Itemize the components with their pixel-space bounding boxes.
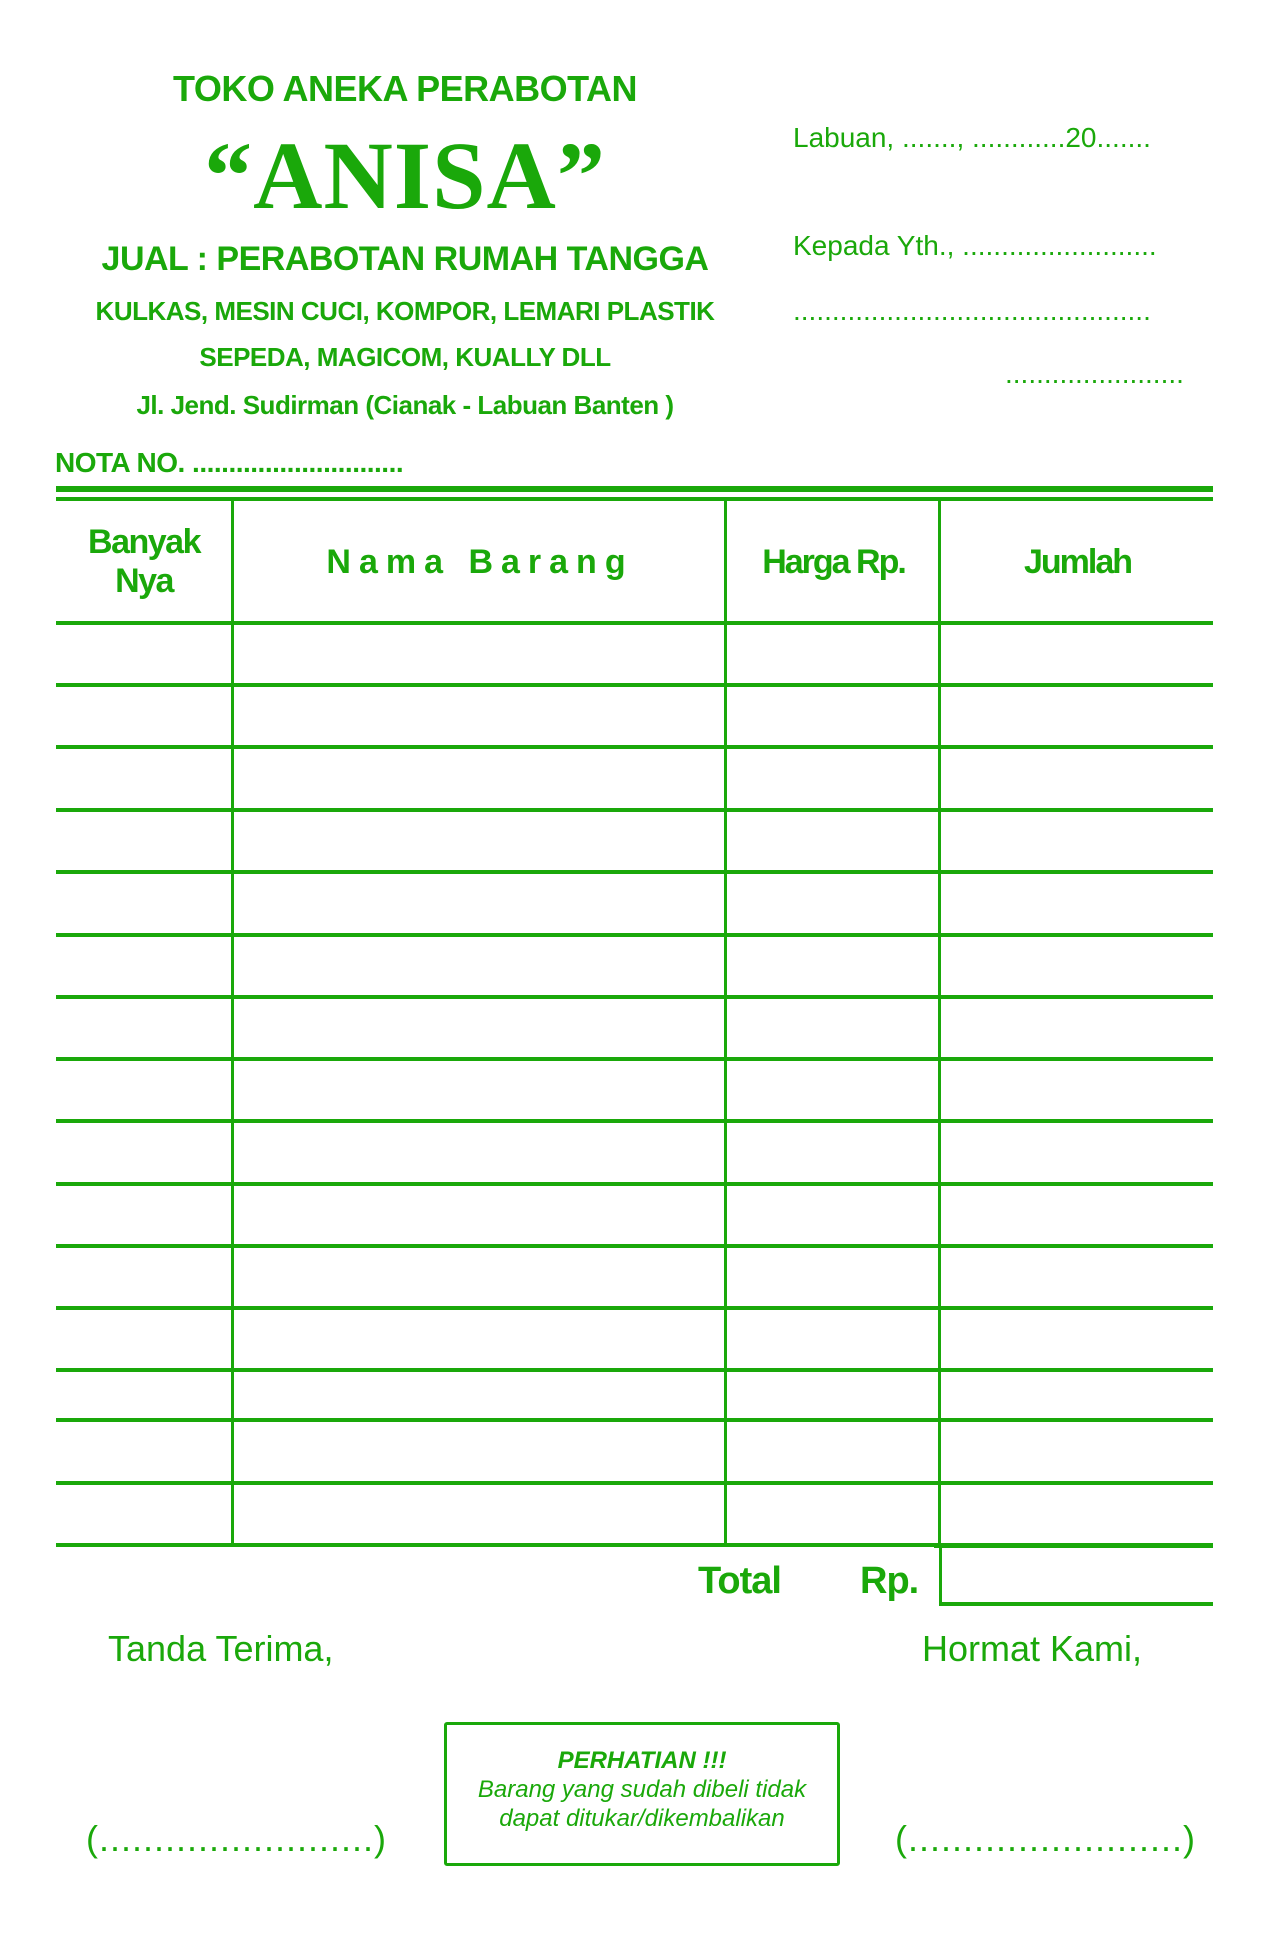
notice-text-line2: dapat ditukar/dikembalikan bbox=[499, 1804, 785, 1832]
column-divider bbox=[938, 501, 941, 1547]
column-header-item-name: Nama Barang bbox=[326, 542, 634, 581]
shop-type: TOKO ANEKA PERABOTAN bbox=[172, 68, 637, 109]
table-row[interactable] bbox=[56, 808, 1213, 812]
notice-title: PERHATIAN !!! bbox=[557, 1747, 727, 1774]
table-row[interactable] bbox=[56, 621, 1213, 625]
total-currency: Rp. bbox=[860, 1560, 919, 1602]
table-row[interactable] bbox=[56, 1182, 1213, 1186]
table-row[interactable] bbox=[56, 995, 1213, 999]
shop-items-line1: KULKAS, MESIN CUCI, KOMPOR, LEMARI PLASTIK bbox=[95, 296, 715, 326]
column-divider bbox=[231, 501, 234, 1547]
table-row[interactable] bbox=[56, 1119, 1213, 1123]
shop-items-line2: SEPEDA, MAGICOM, KUALLY DLL bbox=[199, 342, 611, 372]
receiver-signature-label: Tanda Terima, bbox=[108, 1628, 334, 1669]
column-header-amount: Jumlah bbox=[1023, 542, 1132, 581]
recipient-field[interactable]: Kepada Yth., ......................... bbox=[793, 230, 1157, 261]
column-header-quantity: Banyak Nya bbox=[88, 522, 200, 600]
table-row[interactable] bbox=[56, 1244, 1213, 1248]
notice-box bbox=[444, 1722, 840, 1866]
place-date-field[interactable]: Labuan, ......., ............20....... bbox=[793, 122, 1151, 153]
shop-sells: JUAL : PERABOTAN RUMAH TANGGA bbox=[101, 240, 709, 278]
double-rule-thick bbox=[56, 486, 1213, 492]
receiver-signature-line[interactable]: (.........................) bbox=[86, 1818, 388, 1859]
column-header-price: Harga Rp. bbox=[762, 542, 905, 581]
shop-address: Jl. Jend. Sudirman (Cianak - Labuan Banten ) bbox=[136, 390, 674, 420]
recipient-address-line2[interactable]: ....................... bbox=[1005, 358, 1184, 389]
seller-signature-label: Hormat Kami, bbox=[922, 1628, 1143, 1669]
notice-text-line1: Barang yang sudah dibeli tidak bbox=[477, 1776, 807, 1804]
table-row[interactable] bbox=[56, 1057, 1213, 1061]
recipient-address-line1[interactable]: .............................................. bbox=[793, 295, 1151, 326]
table-row[interactable] bbox=[56, 933, 1213, 937]
total-label: Total bbox=[698, 1560, 781, 1602]
table-row[interactable] bbox=[56, 1481, 1213, 1485]
table-row[interactable] bbox=[56, 745, 1213, 749]
total-amount-field[interactable] bbox=[939, 1543, 1213, 1606]
table-row[interactable] bbox=[56, 870, 1213, 874]
column-divider bbox=[724, 501, 727, 1547]
table-row[interactable] bbox=[56, 683, 1213, 687]
table-row[interactable] bbox=[56, 1418, 1213, 1422]
seller-signature-line[interactable]: (.........................) bbox=[895, 1818, 1197, 1859]
shop-name: “ANISA” bbox=[204, 122, 606, 229]
double-rule-thin bbox=[56, 497, 1213, 501]
nota-number-field[interactable]: NOTA NO. ............................. bbox=[55, 447, 404, 478]
table-row[interactable] bbox=[56, 1306, 1213, 1310]
table-row[interactable] bbox=[56, 1368, 1213, 1372]
